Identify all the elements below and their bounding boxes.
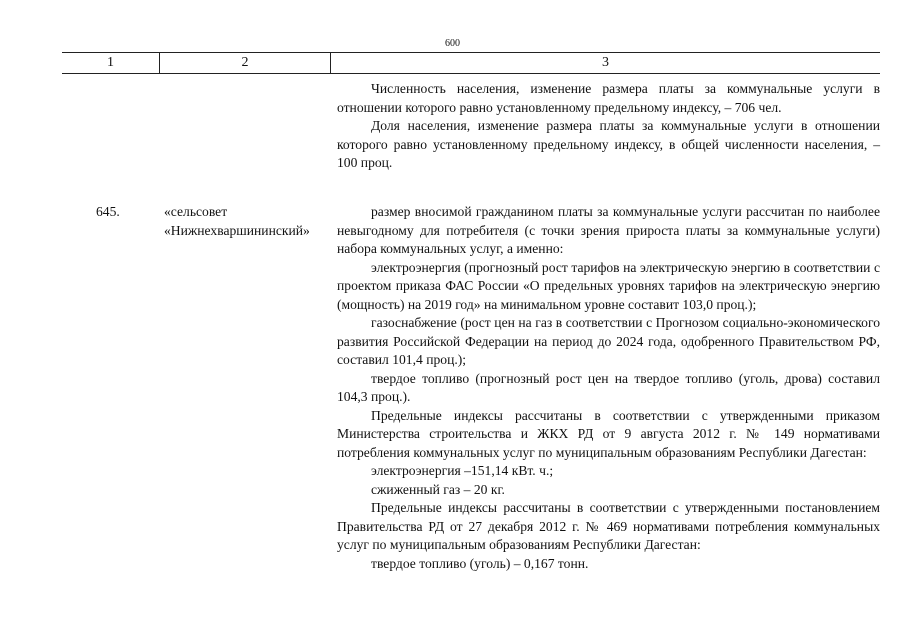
row-number: 645. bbox=[96, 204, 120, 219]
row-description bbox=[337, 203, 880, 573]
description-paragraph: электроэнергия (прогнозный рост тарифов на электрическую энергию в соответствии с проектом приказа ФАС России «О предельных уровнях тарифов на электрическую энергию (мощность) на 2019 год» на минимальном уровне составит 103,0 проц.); bbox=[337, 259, 880, 312]
description-paragraph: размер вносимой гражданином платы за коммунальные услуги рассчитан по наиболее невыгодному для потребителя (с точки зрения прироста платы за коммунальные услуги) набора коммунальных услуг, а именно: bbox=[337, 204, 880, 256]
description-paragraph: Предельные индексы рассчитаны в соответствии с утвержденными постановлением Правительства РД от 27 декабря 2012 г. № 469 нормативами потребления коммунальных услуг по муниципальным образованиям Республики Дагестан: bbox=[337, 500, 880, 552]
header-col-3: 3 bbox=[602, 55, 609, 70]
continuation-paragraph-2: Доля населения, изменение размера платы за коммунальные услуги в отношении которого равно установленному предельному индексу, в общей численности населения, – 100 проц. bbox=[337, 118, 880, 170]
continuation-paragraph-1: Численность населения, изменение размера платы за коммунальные услуги в отношении которого равно установленному предельному индексу, – 706 чел. bbox=[337, 81, 880, 115]
table-header bbox=[62, 52, 880, 74]
continuation-text bbox=[337, 80, 880, 173]
row-name-line-2: «Нижнехваршининский» bbox=[164, 222, 310, 238]
description-paragraph: газоснабжение (рост цен на газ в соответствии с Прогнозом социально-экономического развития Российской Федерации на период до 2024 года, одобренного Правительством РФ, составил 101,4 проц.); bbox=[337, 315, 880, 367]
description-paragraph: Предельные индексы рассчитаны в соответствии с утвержденными приказом Министерства строительства и ЖКХ РД от 9 августа 2012 г. № 149 нормативами потребления коммунальных услуг по муниципальным образованиям Республики Дагестан: bbox=[337, 407, 880, 460]
description-paragraph: электроэнергия –151,14 кВт. ч.; bbox=[371, 463, 554, 478]
description-paragraph: твердое топливо (уголь) – 0,167 тонн. bbox=[371, 555, 589, 571]
description-paragraph: твердое топливо (прогнозный рост цен на твердое топливо (уголь, дрова) составил 104,3 проц.). bbox=[337, 370, 880, 404]
row-municipality-name bbox=[164, 203, 339, 240]
page-number: 600 bbox=[445, 38, 460, 49]
header-col-1: 1 bbox=[62, 53, 160, 73]
row-name-line-1: «сельсовет bbox=[164, 204, 228, 219]
header-col-2: 2 bbox=[160, 53, 331, 73]
description-paragraph: сжиженный газ – 20 кг. bbox=[371, 481, 505, 497]
